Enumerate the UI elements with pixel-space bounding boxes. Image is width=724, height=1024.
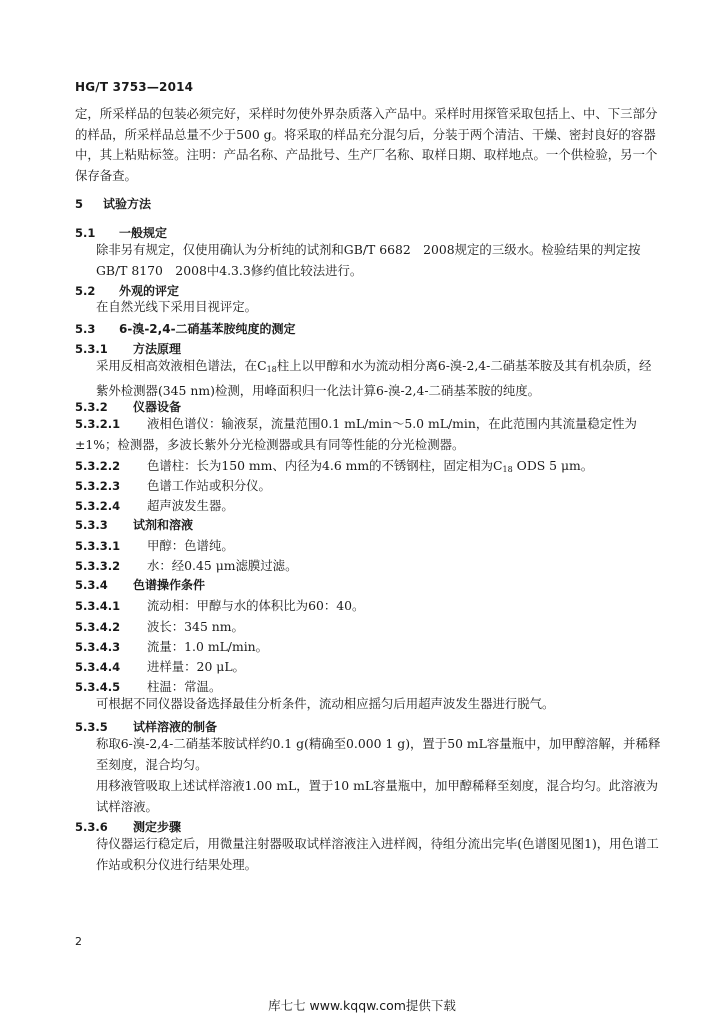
section-5-3-4-note: 可根据不同仪器设备选择最佳分析条件，流动相应摇匀后用超声波发生器进行脱气。 xyxy=(96,696,555,711)
section-number: 5.3.6 xyxy=(75,820,108,834)
section-5-3-4-3 xyxy=(75,637,268,655)
section-title: 一般规定 xyxy=(119,226,168,240)
section-title: 方法原理 xyxy=(133,342,182,356)
section-5-3-2-2 xyxy=(75,456,593,474)
section-number: 5.3.1 xyxy=(75,342,108,356)
section-5-3-3-1 xyxy=(75,536,234,554)
section-5-3-6-paragraph: 待仪器运行稳定后，用微量注射器吸取试样溶液注入进样阀，待组分流出完毕(色谱图见图1)，用色谱工作站或积分仪进行结果处理。 xyxy=(96,836,659,872)
clause-text: 进样量：20 μL。 xyxy=(147,659,245,674)
section-title: 色谱操作条件 xyxy=(133,578,206,592)
section-5-3-1-heading xyxy=(75,340,181,357)
section-5-3-2-1-paragraph xyxy=(75,414,660,455)
intro-paragraph: 定，所采样品的包装必须完好，采样时勿使外界杂质落入产品中。采样时用探管采取包括上、中、下三部分的样品，所采样品总量不少于500 g。将采取的样品充分混匀后，分装于两个清洁、干燥、密封良好的容器中，其上粘贴标签。注明：产品名称、产品批号、生产厂名称、取样日期、取样地点。一个供检验，另一个保存备查。 xyxy=(75,106,658,183)
clause-text: 柱温：常温。 xyxy=(147,679,222,694)
section-5-heading xyxy=(75,195,151,212)
section-5-3-3-heading xyxy=(75,516,193,533)
clause-number: 5.3.4.3 xyxy=(75,640,121,654)
section-5-3-4-heading xyxy=(75,576,205,593)
clause-text: 流量：1.0 mL/min。 xyxy=(147,639,269,654)
standard-number: HG/T 3753—2014 xyxy=(75,80,194,94)
section-5-1-paragraph: 除非另有规定，仅使用确认为分析纯的试剂和GB/T 6682 2008规定的三级水。检验结果的判定按GB/T 8170 2008中4.3.3修约值比较法进行。 xyxy=(96,242,641,278)
subscript: 18 xyxy=(502,465,513,474)
section-number: 5.3.3 xyxy=(75,518,108,532)
clause-text: 色谱工作站或积分仪。 xyxy=(147,478,271,493)
clause-text: 色谱柱：长为150 mm、内径为4.6 mm的不锈钢柱，固定相为C xyxy=(147,458,503,473)
clause-number: 5.3.4.5 xyxy=(75,680,121,694)
section-title: 外观的评定 xyxy=(119,284,180,298)
section-5-3-2-heading xyxy=(75,398,181,415)
clause-text: 超声波发生器。 xyxy=(147,498,234,513)
clause-text: 流动相：甲醇与水的体积比为60：40。 xyxy=(147,598,365,613)
section-5-3-2-3 xyxy=(75,476,271,494)
clause-number: 5.3.4.4 xyxy=(75,660,121,674)
section-5-3-4-1 xyxy=(75,596,364,614)
clause-number: 5.3.2.4 xyxy=(75,499,121,513)
section-5-3-heading xyxy=(75,320,296,337)
section-number: 5.3.2 xyxy=(75,400,108,414)
section-number: 5.3.4 xyxy=(75,578,108,592)
section-5-1-heading xyxy=(75,224,167,241)
clause-number: 5.3.2.2 xyxy=(75,459,121,473)
clause-number: 5.3.3.2 xyxy=(75,559,121,573)
section-5-3-3-2 xyxy=(75,556,297,574)
section-number: 5.1 xyxy=(75,226,96,240)
section-title: 试样溶液的制备 xyxy=(133,720,218,734)
clause-text: ODS 5 μm。 xyxy=(512,458,594,473)
section-5-3-4-5 xyxy=(75,677,221,695)
section-5-3-5-heading xyxy=(75,718,217,735)
clause-number: 5.3.4.1 xyxy=(75,599,121,613)
clause-text: 甲醇：色谱纯。 xyxy=(147,538,234,553)
clause-text: 水：经0.45 μm滤膜过滤。 xyxy=(147,558,298,573)
clause-number: 5.3.3.1 xyxy=(75,539,121,553)
page-number: 2 xyxy=(75,935,82,948)
section-title: 试验方法 xyxy=(103,197,152,211)
text-fragment: 采用反相高效液相色谱法，在C xyxy=(96,358,267,373)
section-5-3-1-paragraph xyxy=(96,356,661,401)
text-fragment: 柱上以甲醇和水为流动相分离6-溴-2,4-二硝基苯胺及其有机杂质，经紫外检测器(345 nm)检测，用峰面积归一化法计算6-溴-2,4-二硝基苯胺的纯度。 xyxy=(96,358,652,398)
section-number: 5.3 xyxy=(75,322,96,336)
section-5-3-4-2 xyxy=(75,617,244,635)
section-number: 5.2 xyxy=(75,284,96,298)
subscript: 18 xyxy=(266,365,277,374)
download-footer: 库七七 www.kqqw.com提供下载 xyxy=(268,998,456,1013)
clause-number: 5.3.2.3 xyxy=(75,479,121,493)
clause-text: 波长：345 nm。 xyxy=(147,619,244,634)
section-title: 试剂和溶液 xyxy=(133,518,194,532)
clause-number: 5.3.4.2 xyxy=(75,620,121,634)
section-title: 6-溴-2,4-二硝基苯胺纯度的测定 xyxy=(119,322,296,336)
section-5-3-5-paragraph-1: 称取6-溴-2,4-二硝基苯胺试样约0.1 g(精确至0.000 1 g)，置于50 mL容量瓶中，加甲醇溶解，并稀释至刻度，混合均匀。 xyxy=(96,736,661,772)
section-title: 仪器设备 xyxy=(133,400,182,414)
clause-text: 液相色谱仪：输液泵，流量范围0.1 mL/min～5.0 mL/min，在此范围内其流量稳定性为±1%；检测器，多波长紫外分光检测器或具有同等性能的分光检测器。 xyxy=(75,416,637,452)
section-5-2-paragraph: 在自然光线下采用目视评定。 xyxy=(96,299,258,314)
section-title: 测定步骤 xyxy=(133,820,182,834)
section-5-3-2-4 xyxy=(75,496,234,514)
section-5-3-4-4 xyxy=(75,657,245,675)
section-5-3-6-heading xyxy=(75,818,181,835)
section-number: 5.3.5 xyxy=(75,720,108,734)
section-5-3-5-paragraph-2: 用移液管吸取上述试样溶液1.00 mL，置于10 mL容量瓶中，加甲醇稀释至刻度，混合均匀。此溶液为试样溶液。 xyxy=(96,778,659,814)
clause-number: 5.3.2.1 xyxy=(75,417,121,431)
section-number: 5 xyxy=(75,197,84,211)
